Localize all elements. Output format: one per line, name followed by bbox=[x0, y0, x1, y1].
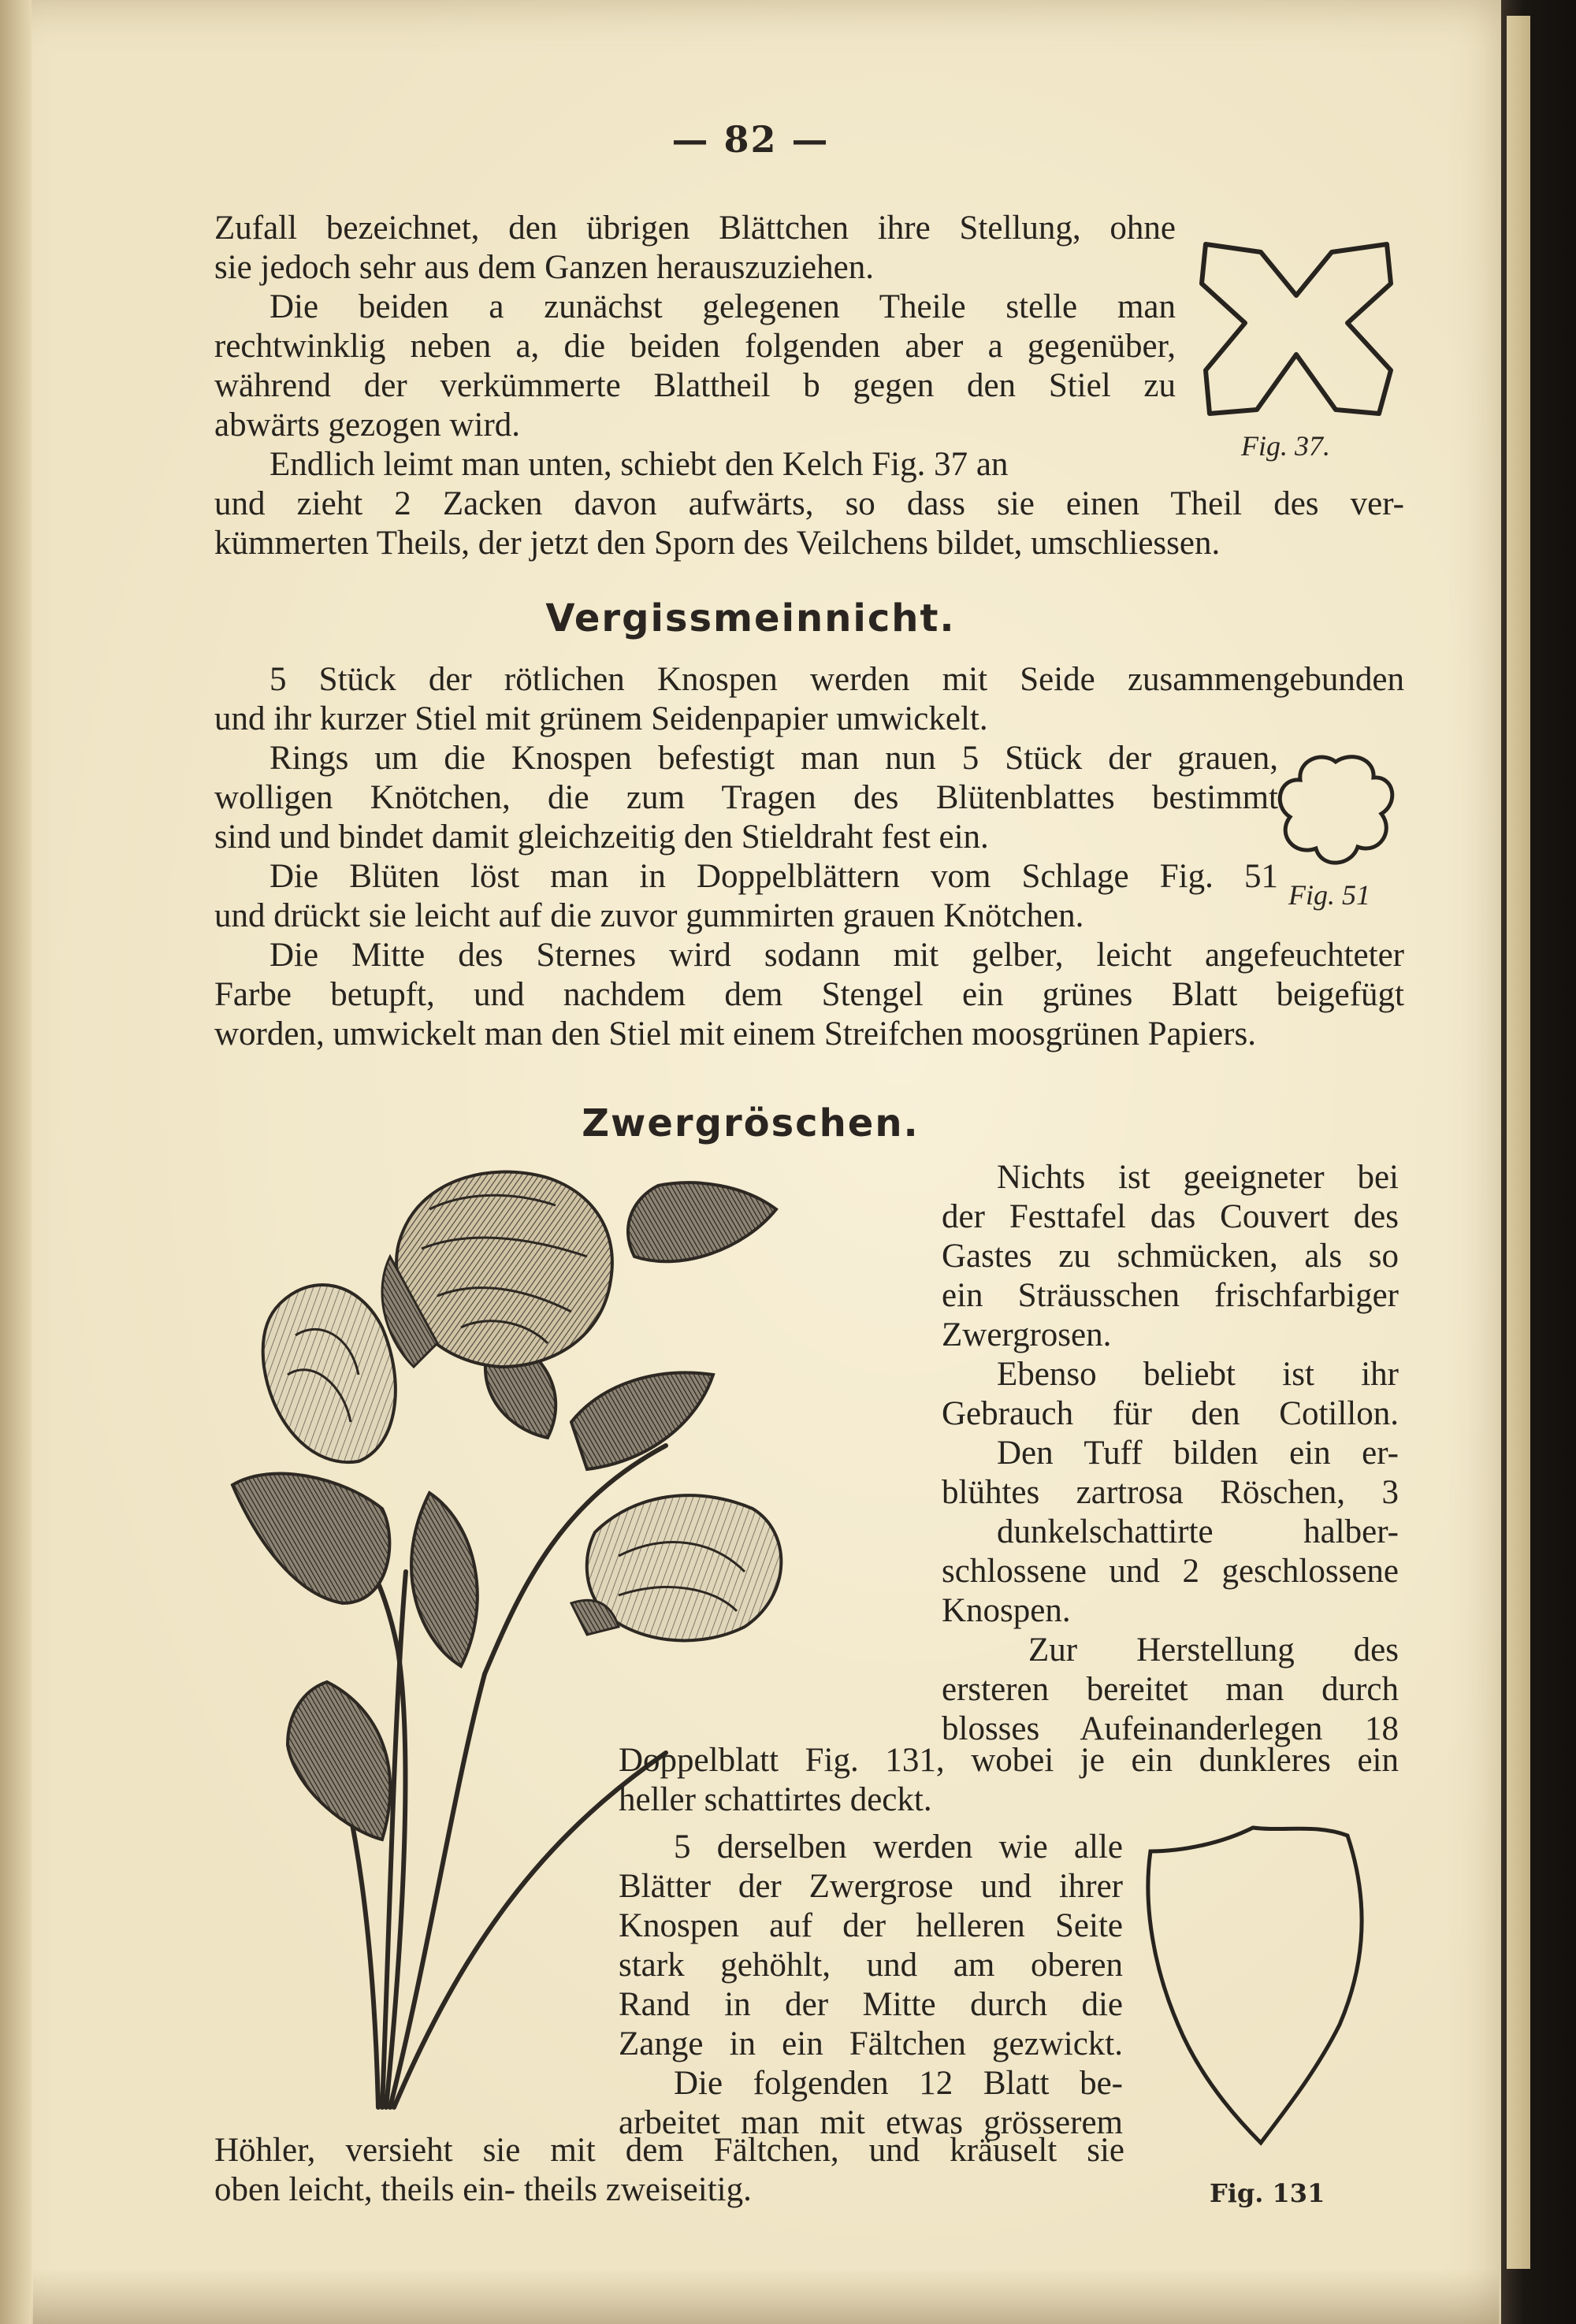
text-line: oben leicht, theils ein- theils zweiseitig. bbox=[214, 2171, 752, 2208]
text-line: Die beiden a zunächst gelegenen Theile stelle man bbox=[269, 288, 1176, 325]
text-line: und drückt sie leicht auf die zuvor gummirten grauen Knötchen. bbox=[214, 897, 1084, 934]
text-line: Ebenso beliebt ist ihr bbox=[997, 1356, 1399, 1393]
text-line: ein Sträusschen frischfarbiger bbox=[942, 1277, 1399, 1314]
text-line: Gastes zu schmücken, als so bbox=[942, 1238, 1399, 1275]
section2-text-narrow bbox=[214, 739, 1278, 936]
text-line: dunkelschattirte halber- bbox=[997, 1513, 1399, 1550]
text-line: Zange in ein Fältchen gezwickt. bbox=[619, 2025, 1123, 2062]
text-line: Die Mitte des Sternes wird sodann mit gelber, leicht angefeuchteter bbox=[269, 937, 1404, 974]
section2-text-top bbox=[214, 660, 1404, 739]
text-line: Zufall bezeichnet, den übrigen Blättchen ihre Stellung, ohne bbox=[214, 210, 1176, 247]
fig51-caption: Fig. 51 bbox=[1288, 879, 1370, 911]
text-line: blosses Aufeinanderlegen 18 bbox=[942, 1710, 1399, 1747]
page-bottom-shadow bbox=[33, 2269, 1499, 2324]
text-line: stark gehöhlt, und am oberen bbox=[619, 1947, 1123, 1984]
page-gutter bbox=[0, 0, 32, 2324]
section3-mid-text bbox=[619, 1741, 1399, 1820]
fig37-caption: Fig. 37. bbox=[1241, 430, 1330, 462]
rose-leaf bbox=[571, 1373, 713, 1470]
text-line: rechtwinklig neben a, die beiden folgenden aber a gegenüber, bbox=[214, 328, 1176, 365]
fig51-blossom-drawing bbox=[1273, 752, 1399, 871]
text-line: wolligen Knötchen, die zum Tragen des Blütenblattes bestimmt bbox=[214, 779, 1278, 816]
fig37-calyx-drawing bbox=[1198, 236, 1395, 425]
fig131-caption: Fig. 131 bbox=[1210, 2178, 1325, 2208]
text-line: sie jedoch sehr aus dem Ganzen herauszuziehen. bbox=[214, 249, 874, 286]
section1-full-text bbox=[214, 484, 1404, 563]
text-line: Doppelblatt Fig. 131, wobei je ein dunkleres ein bbox=[619, 1742, 1399, 1779]
text-line: schlossene und 2 geschlossene bbox=[942, 1553, 1399, 1590]
text-line: Knospen. bbox=[942, 1592, 1071, 1629]
text-line: Rings um die Knospen befestigt man nun 5 Stück der grauen, bbox=[269, 740, 1278, 777]
section1-narrow-text bbox=[214, 209, 1176, 484]
section3-right-column bbox=[942, 1158, 1399, 1749]
text-line: 5 Stück der rötlichen Knospen werden mit Seide zusammengebunden bbox=[269, 661, 1404, 698]
text-line: heller schattirtes deckt. bbox=[619, 1781, 932, 1818]
next-page-edge bbox=[1507, 16, 1530, 2269]
text-line: worden, umwickelt man den Stiel mit einem Streifchen moosgrünen Papiers. bbox=[214, 1015, 1256, 1052]
text-line: Knospen auf der helleren Seite bbox=[619, 1907, 1123, 1944]
rose-leaf bbox=[411, 1493, 478, 1666]
text-line: Gebrauch für den Cotillon. bbox=[942, 1395, 1399, 1432]
heading-zwergroeschen: Zwergröschen. bbox=[582, 1101, 920, 1145]
fig131-petal-drawing bbox=[1135, 1820, 1371, 2151]
page-number: — 82 — bbox=[671, 118, 830, 161]
text-line: kümmerten Theils, der jetzt den Sporn des Veilchens bildet, umschliessen. bbox=[214, 525, 1221, 562]
text-line: ersteren bereitet man durch bbox=[942, 1671, 1399, 1708]
rose-bud bbox=[263, 1285, 396, 1462]
text-line: Endlich leimt man unten, schiebt den Kelch Fig. 37 an bbox=[269, 446, 1009, 483]
text-line: Farbe betupft, und nachdem dem Stengel ein grünes Blatt beigefügt bbox=[214, 976, 1404, 1013]
text-line: Zwergrosen. bbox=[942, 1316, 1112, 1353]
text-line: und ihr kurzer Stiel mit grünem Seidenpapier umwickelt. bbox=[214, 700, 988, 737]
text-line: Zur Herstellung des bbox=[1028, 1632, 1399, 1669]
text-line: sind und bindet damit gleichzeitig den Stieldraht fest ein. bbox=[214, 819, 989, 856]
text-line: arbeitet man mit etwas grösserem bbox=[619, 2104, 1123, 2141]
section2-text-bottom bbox=[214, 936, 1404, 1054]
rose-leaf bbox=[628, 1182, 776, 1261]
text-line: Die folgenden 12 Blatt be- bbox=[674, 2065, 1123, 2102]
text-line: Höhler, versieht sie mit dem Fältchen, und kräuselt sie bbox=[214, 2132, 1124, 2169]
text-line: 5 derselben werden wie alle bbox=[674, 1828, 1123, 1866]
section3-lower-text bbox=[619, 1828, 1123, 2143]
text-line: blühtes zartrosa Röschen, 3 bbox=[942, 1474, 1399, 1511]
text-line: und zieht 2 Zacken davon aufwärts, so dass sie einen Theil des ver- bbox=[214, 485, 1404, 522]
text-line: Den Tuff bilden ein er- bbox=[997, 1435, 1399, 1472]
text-line: der Festtafel das Couvert des bbox=[942, 1198, 1399, 1235]
text-line: während der verkümmerte Blattheil b gegen den Stiel zu bbox=[214, 367, 1176, 404]
heading-vergissmeinnicht: Vergissmeinnicht. bbox=[545, 596, 956, 640]
text-line: Nichts ist geeigneter bei bbox=[997, 1159, 1399, 1196]
text-line: Die Blüten löst man in Doppelblättern vom Schlage Fig. 51 bbox=[269, 858, 1278, 895]
section3-bottom-text bbox=[214, 2131, 1124, 2210]
text-line: Rand in der Mitte durch die bbox=[619, 1986, 1123, 2023]
rose-leaf bbox=[232, 1474, 389, 1603]
text-line: abwärts gezogen wird. bbox=[214, 407, 521, 444]
text-line: Blätter der Zwergrose und ihrer bbox=[619, 1868, 1123, 1905]
rose-leaf bbox=[288, 1682, 390, 1840]
